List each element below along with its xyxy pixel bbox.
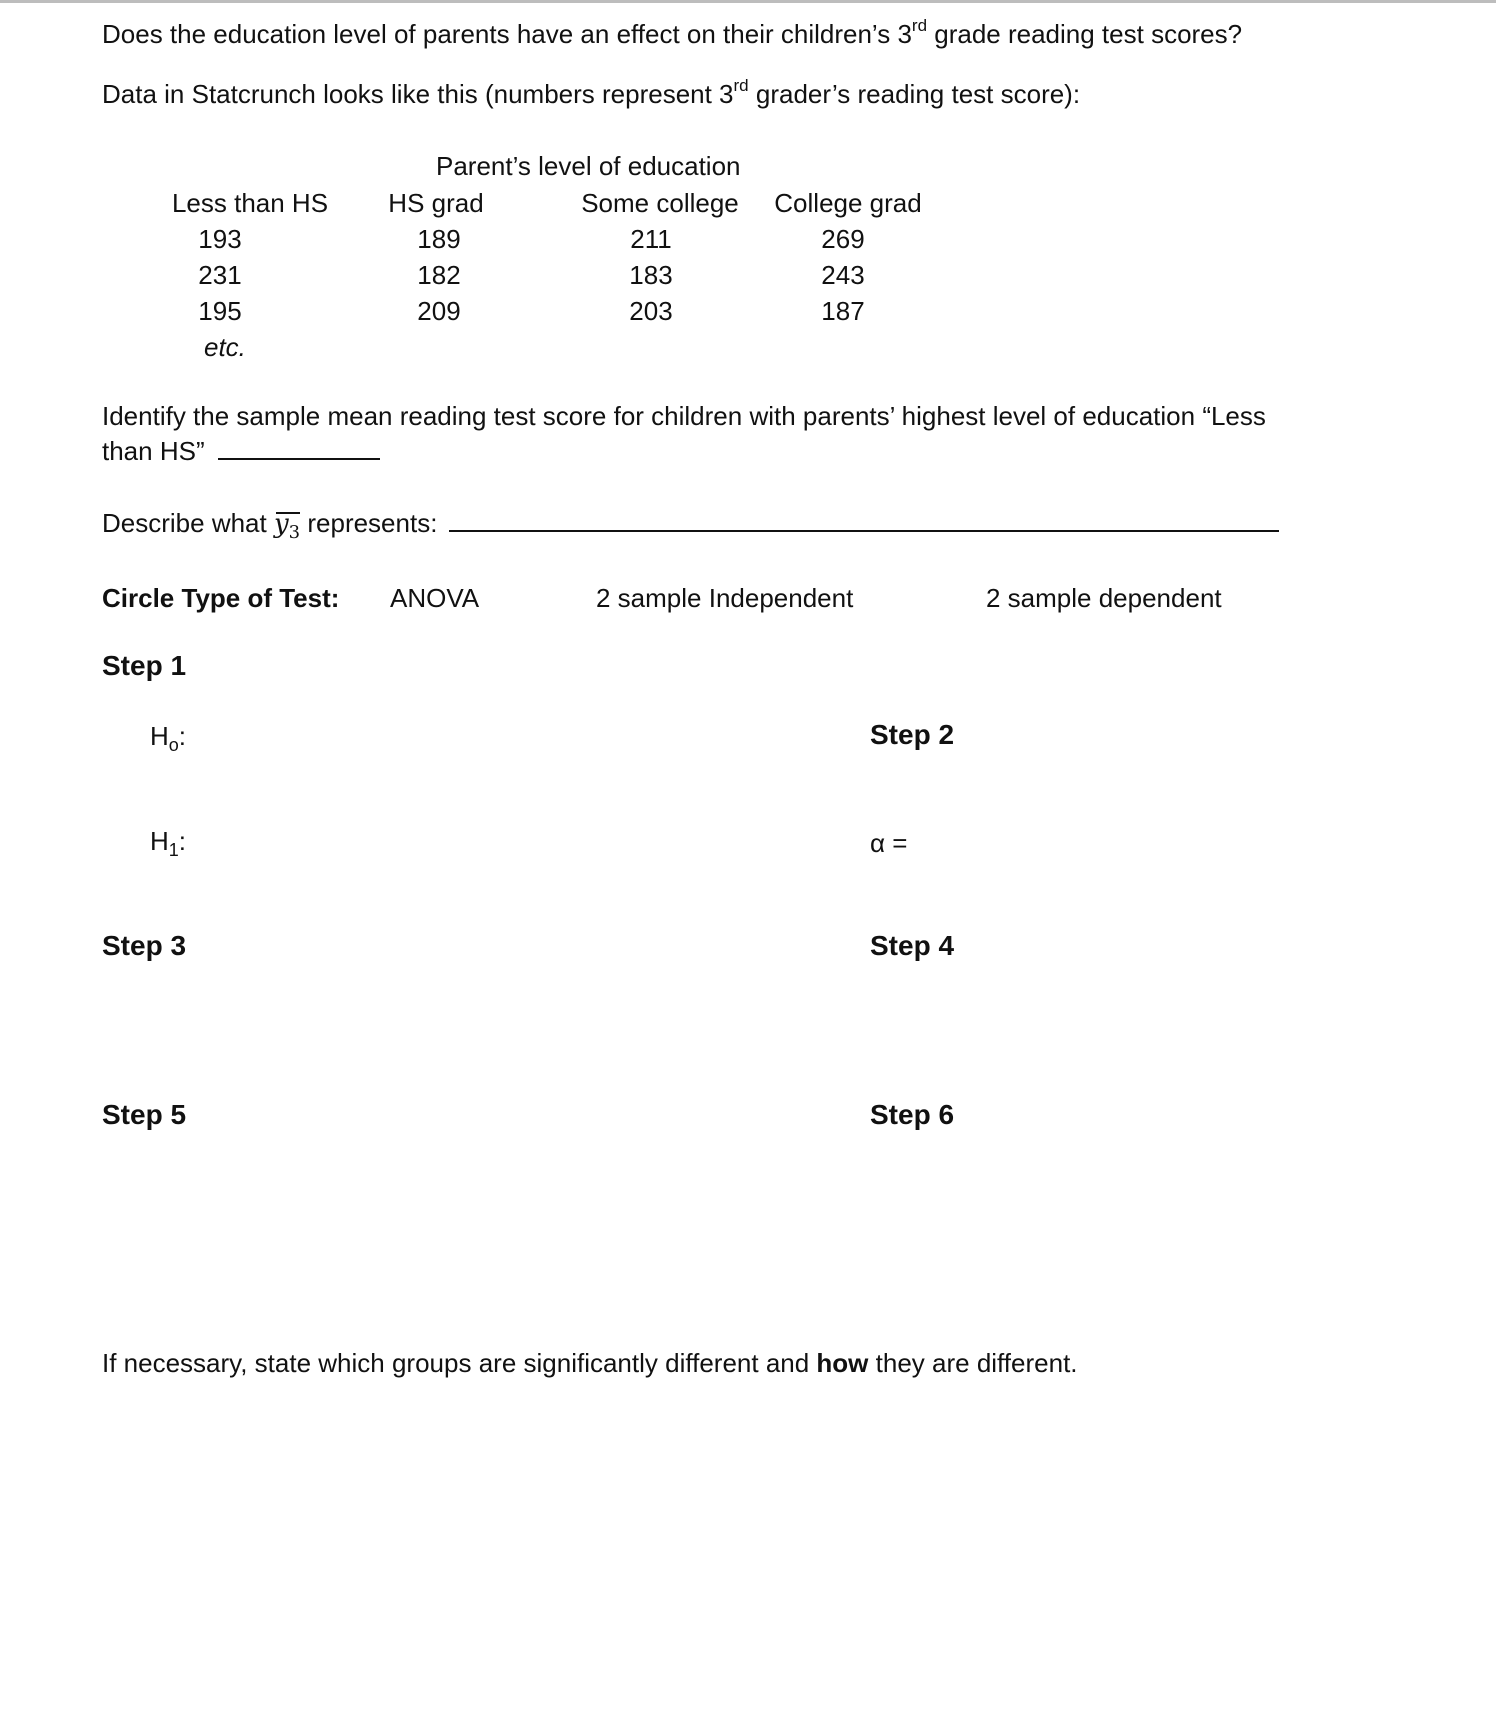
table-cell: 231 bbox=[198, 260, 242, 290]
table-cell: 187 bbox=[821, 296, 865, 326]
test-option-2-sample-independent[interactable]: 2 sample Independent bbox=[596, 583, 854, 613]
table-cell: 211 bbox=[630, 224, 672, 254]
identify-question-line1: Identify the sample mean reading test score for children with parents’ highest level of education “Less bbox=[102, 401, 1266, 431]
data-intro-text: Data in Statcrunch looks like this (numbers represent 3rd grader’s reading test score): bbox=[102, 76, 1081, 109]
table-cell: 203 bbox=[629, 296, 673, 326]
test-option-2-sample-dependent[interactable]: 2 sample dependent bbox=[986, 583, 1222, 613]
table-cell: 195 bbox=[198, 296, 242, 326]
table-cell: 189 bbox=[417, 224, 461, 254]
column-header-some-college: Some college bbox=[581, 188, 739, 218]
test-type-label: Circle Type of Test: bbox=[102, 583, 340, 613]
column-header-college-grad: College grad bbox=[774, 188, 922, 218]
step-4-heading: Step 4 bbox=[870, 930, 955, 961]
table-cell: 269 bbox=[821, 224, 865, 254]
step-6-heading: Step 6 bbox=[870, 1099, 955, 1130]
describe-question: Describe what $y_3$ represents: bbox=[102, 507, 1279, 549]
table-cell: 209 bbox=[417, 296, 461, 326]
answer-blank-mean[interactable] bbox=[218, 454, 380, 460]
table-etc: etc. bbox=[204, 332, 246, 362]
column-header-hs-grad: HS grad bbox=[388, 188, 484, 218]
table-cell: 193 bbox=[198, 224, 242, 254]
step-5-heading: Step 5 bbox=[102, 1099, 187, 1130]
table-title: Parent’s level of education bbox=[436, 151, 741, 181]
step-2-heading: Step 2 bbox=[870, 719, 955, 750]
column-header-less-than-hs: Less than HS bbox=[171, 188, 329, 218]
step-3-heading: Step 3 bbox=[102, 930, 187, 961]
question-text: Does the education level of parents have an effect on their children’s 3rd grade reading test scores? bbox=[102, 16, 1243, 49]
followup-question: If necessary, state which groups are significantly different and how they are different. bbox=[102, 1348, 1078, 1378]
step-1-heading: Step 1 bbox=[102, 650, 187, 681]
test-option-anova[interactable]: ANOVA bbox=[390, 583, 480, 613]
page-top-border bbox=[0, 0, 1496, 3]
identify-question-line2: than HS” bbox=[102, 435, 380, 467]
y-bar-symbol: $y_3$ bbox=[274, 508, 300, 549]
table-cell: 243 bbox=[821, 260, 865, 290]
null-hypothesis-label: $H_o$: bbox=[150, 721, 187, 755]
table-cell: 183 bbox=[629, 260, 673, 290]
answer-blank-describe[interactable] bbox=[449, 526, 1279, 532]
alpha-label: α = bbox=[870, 828, 908, 858]
table-cell: 182 bbox=[417, 260, 461, 290]
alt-hypothesis-label: $H_1$: bbox=[150, 826, 187, 860]
